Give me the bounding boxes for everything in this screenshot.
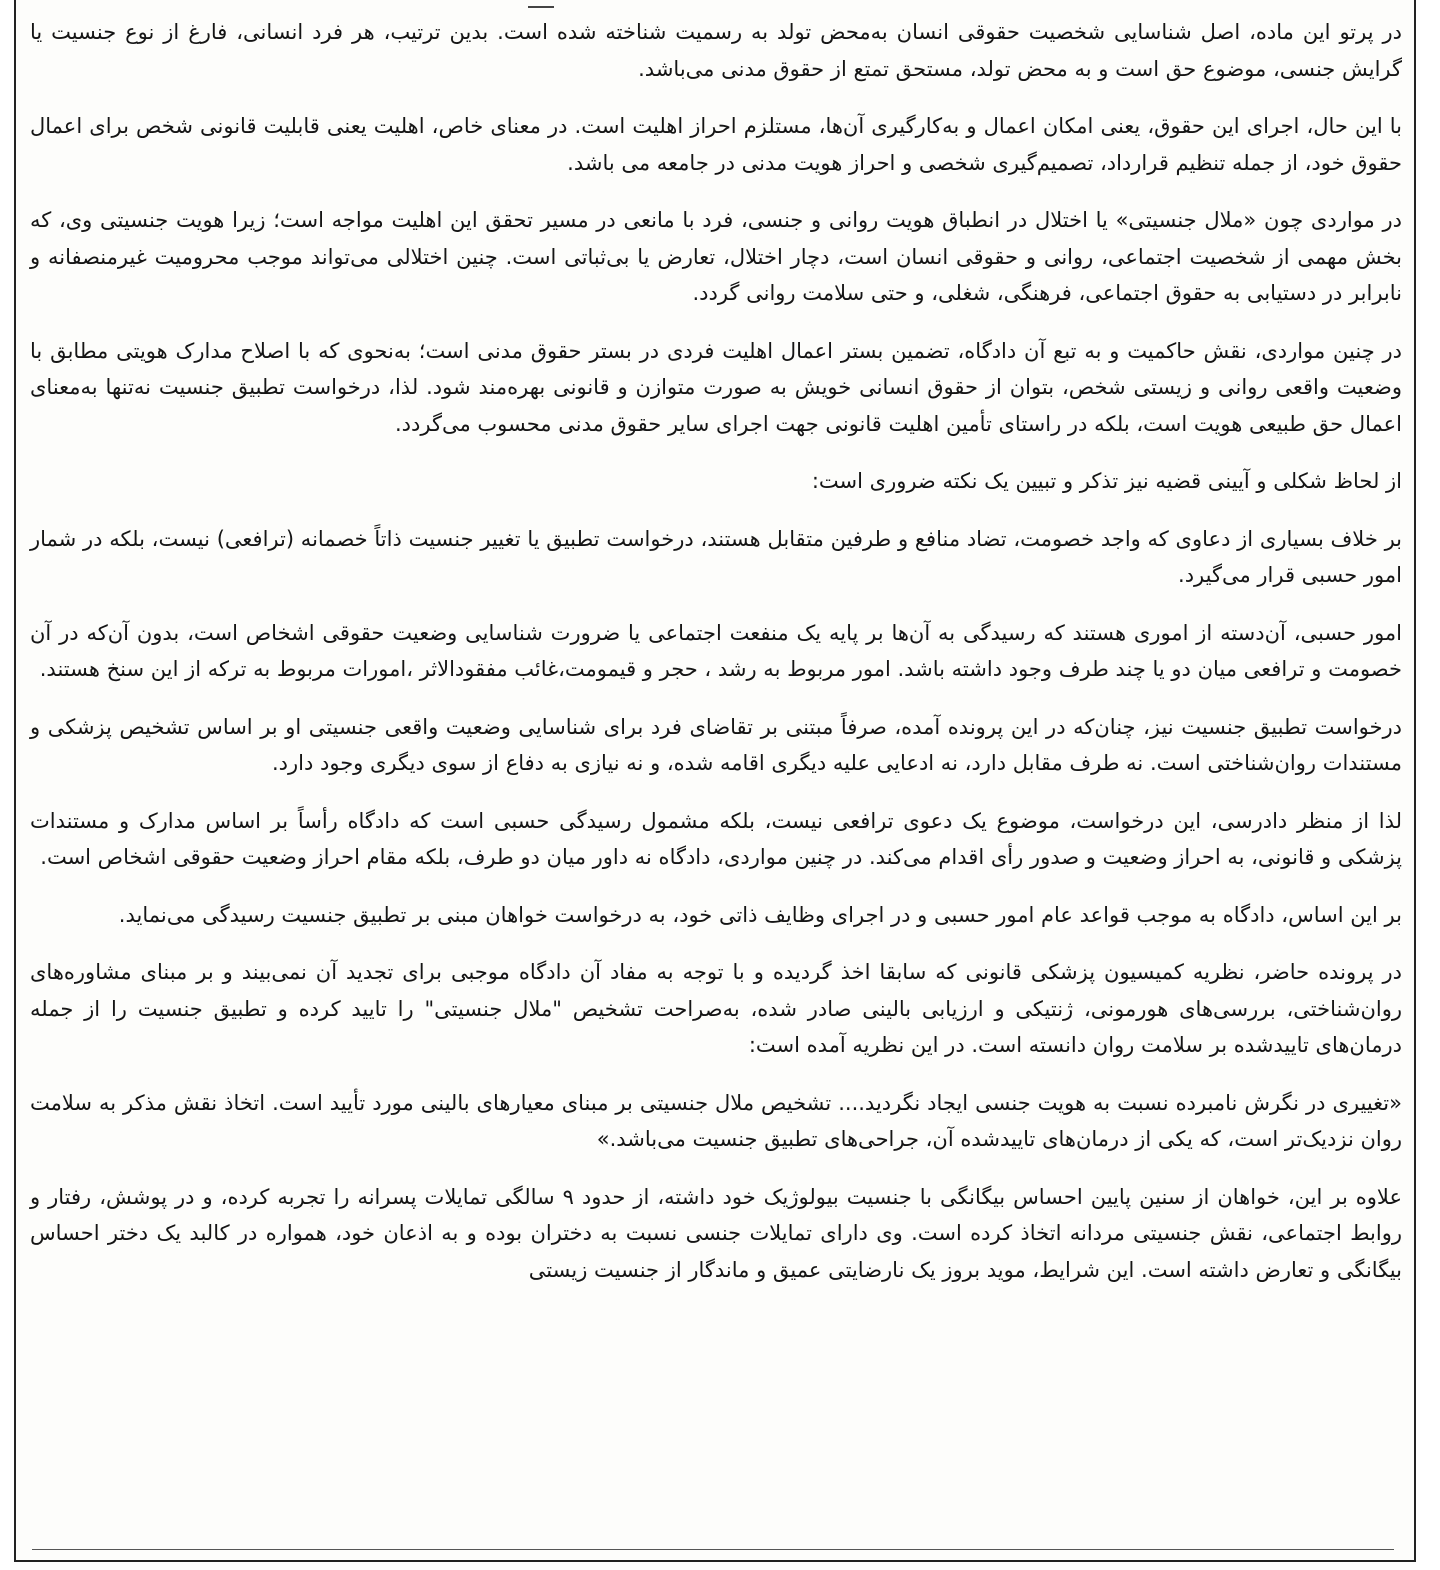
paragraph-8: درخواست تطبیق جنسیت نیز، چنان‌که در این پرونده آمده، صرفاً مبتنی بر تقاضای فرد برای شناسایی وضعیت واقعی جنسیتی او بر اساس تشخیص پزشکی و مستندات روان‌شناختی است. نه طرف مقابل دارد، نه ادعایی علیه دیگری اقامه شده، و نه نیازی به دفاع از سوی دیگری وجود دارد. <box>30 714 1402 775</box>
paragraph-13: علاوه بر این، خواهان از سنین پایین احساس بیگانگی با جنسیت بیولوژیک خود داشته، از حدود ۹ سالگی تمایلات پسرانه را تجربه کرده، و در پوشش، رفتار و روابط اجتماعی، نقش جنسیتی مردانه اتخاذ کرده است. وی دارای تمایلات جنسی نسبت به دختران بوده و به اذعان خود، همواره در کالبد یک دختر احساس بیگانگی و تعارض داشته است. این شرایط، موید بروز یک نارضایتی عمیق و ماندگار از جنسیت زیستی <box>30 1184 1402 1282</box>
paragraph-1: در پرتو این ماده، اصل شناسایی شخصیت حقوقی انسان به‌محض تولد به رسمیت شناخته شده است. بدین ترتیب، هر فرد انسانی، فارغ از نوع جنسیت یا گرایش جنسی، موضوع حق است و به محض تولد، مستحق تمتع از حقوق مدنی می‌باشد. <box>30 20 1402 81</box>
paragraph-11: در پرونده حاضر، نظریه کمیسیون پزشکی قانونی که سابقا اخذ گردیده و با توجه به مفاد آن دادگاه موجبی برای تجدید آن نمی‌بیند و بر مبنای مشاوره‌های روان‌شناختی، بررسی‌های هورمونی، ژنتیکی و ارزیابی بالینی صادر شده، به‌صراحت تشخیص "ملال جنسیتی" را تایید کرده و تطبیق جنسیت را از جمله درمان‌های تاییدشده بر سلامت روان دانسته است. در این نظریه آمده است: <box>30 960 1402 1057</box>
page-top-mark <box>528 0 554 8</box>
page-bottom-rule <box>32 1549 1394 1550</box>
paragraph-2: با این حال، اجرای این حقوق، یعنی امکان اعمال و به‌کارگیری آن‌ها، مستلزم احراز اهلیت است. در معنای خاص، اهلیت یعنی قابلیت قانونی شخص برای اعمال حقوق خود، از جمله تنظیم قرارداد، تصمیم‌گیری شخصی و احراز هویت مدنی در جامعه می باشد. <box>30 114 1402 175</box>
paragraph-9: لذا از منظر دادرسی، این درخواست، موضوع یک دعوی ترافعی نیست، بلکه مشمول رسیدگی حسبی است که دادگاه رأساً بر اساس مدارک و مستندات پزشکی و قانونی، به احراز وضعیت و صدور رأی اقدام می‌کند. در چنین مواردی، دادگاه نه داور میان دو طرف، بلکه مقام احراز وضعیت حقوقی اشخاص است. <box>30 808 1402 869</box>
paragraph-3: در مواردی چون «ملال جنسیتی» یا اختلال در انطباق هویت روانی و جنسی، فرد با مانعی در مسیر تحقق این اهلیت مواجه است؛ زیرا هویت جنسیتی وی، که بخش مهمی از شخصیت اجتماعی، روانی و حقوقی انسان است، دچار اختلال، تعارض یا بی‌ثباتی است. چنین اختلالی می‌تواند موجب محرومیت غیرمنصفانه و نابرابر در دستیابی به حقوق اجتماعی، فرهنگی، شغلی، و حتی سلامت روانی گردد. <box>30 208 1402 305</box>
paragraph-7: امور حسبی، آن‌دسته از اموری هستند که رسیدگی به آن‌ها بر پایه یک منفعت اجتماعی یا ضرورت شناسایی وضعیت حقوقی اشخاص است، بدون آن‌که در آن خصومت و ترافعی میان دو یا چند طرف وجود داشته باشد. امور مربوط به رشد ، حجر و قیمومت،غائب مفقودالاثر ،امورات مربوط به ترکه از این سنخ هستند. <box>30 620 1402 681</box>
paragraph-5: از لحاظ شکلی و آیینی قضیه نیز تذکر و تبیین یک نکته ضروری است: <box>811 469 1402 493</box>
document-body <box>30 14 1402 1307</box>
paragraph-12: «تغییری در نگرش نامبرده نسبت به هویت جنسی ایجاد نگردید.... تشخیص ملال جنسیتی بر مبنای معیارهای بالینی مورد تأیید است. اتخاذ نقش مذکر به سلامت روان نزدیک‌تر است، که یکی از درمان‌های تاییدشده آن، جراحی‌های تطبیق جنسیت می‌باشد.» <box>30 1090 1402 1151</box>
paragraph-6: بر خلاف بسیاری از دعاوی که واجد خصومت، تضاد منافع و طرفین متقابل هستند، درخواست تطبیق یا تغییر جنسیت ذاتاً خصمانه (ترافعی) نیست، بلکه در شمار امور حسبی قرار می‌گیرد. <box>30 526 1402 587</box>
paragraph-10: بر این اساس، دادگاه به موجب قواعد عام امور حسبی و در اجرای وظایف ذاتی خود، به درخواست خواهان مبنی بر تطبیق جنسیت رسیدگی می‌نماید. <box>118 902 1402 927</box>
paragraph-4: در چنین مواردی، نقش حاکمیت و به تبع آن دادگاه، تضمین بستر اعمال اهلیت فردی در بستر حقوق مدنی است؛ به‌نحوی که با اصلاح مدارک هویتی مطابق با وضعیت واقعی روانی و زیستی شخص، بتوان از حقوق انسانی خویش به صورت متوازن و قانونی بهره‌مند شود. لذا، درخواست تطبیق جنسیت نه‌تنها به‌معنای اعمال حق طبیعی هویت است، بلکه در راستای تأمین اهلیت قانونی جهت اجرای سایر حقوق مدنی محسوب می‌گردد. <box>30 338 1402 436</box>
document-page <box>14 0 1416 1562</box>
